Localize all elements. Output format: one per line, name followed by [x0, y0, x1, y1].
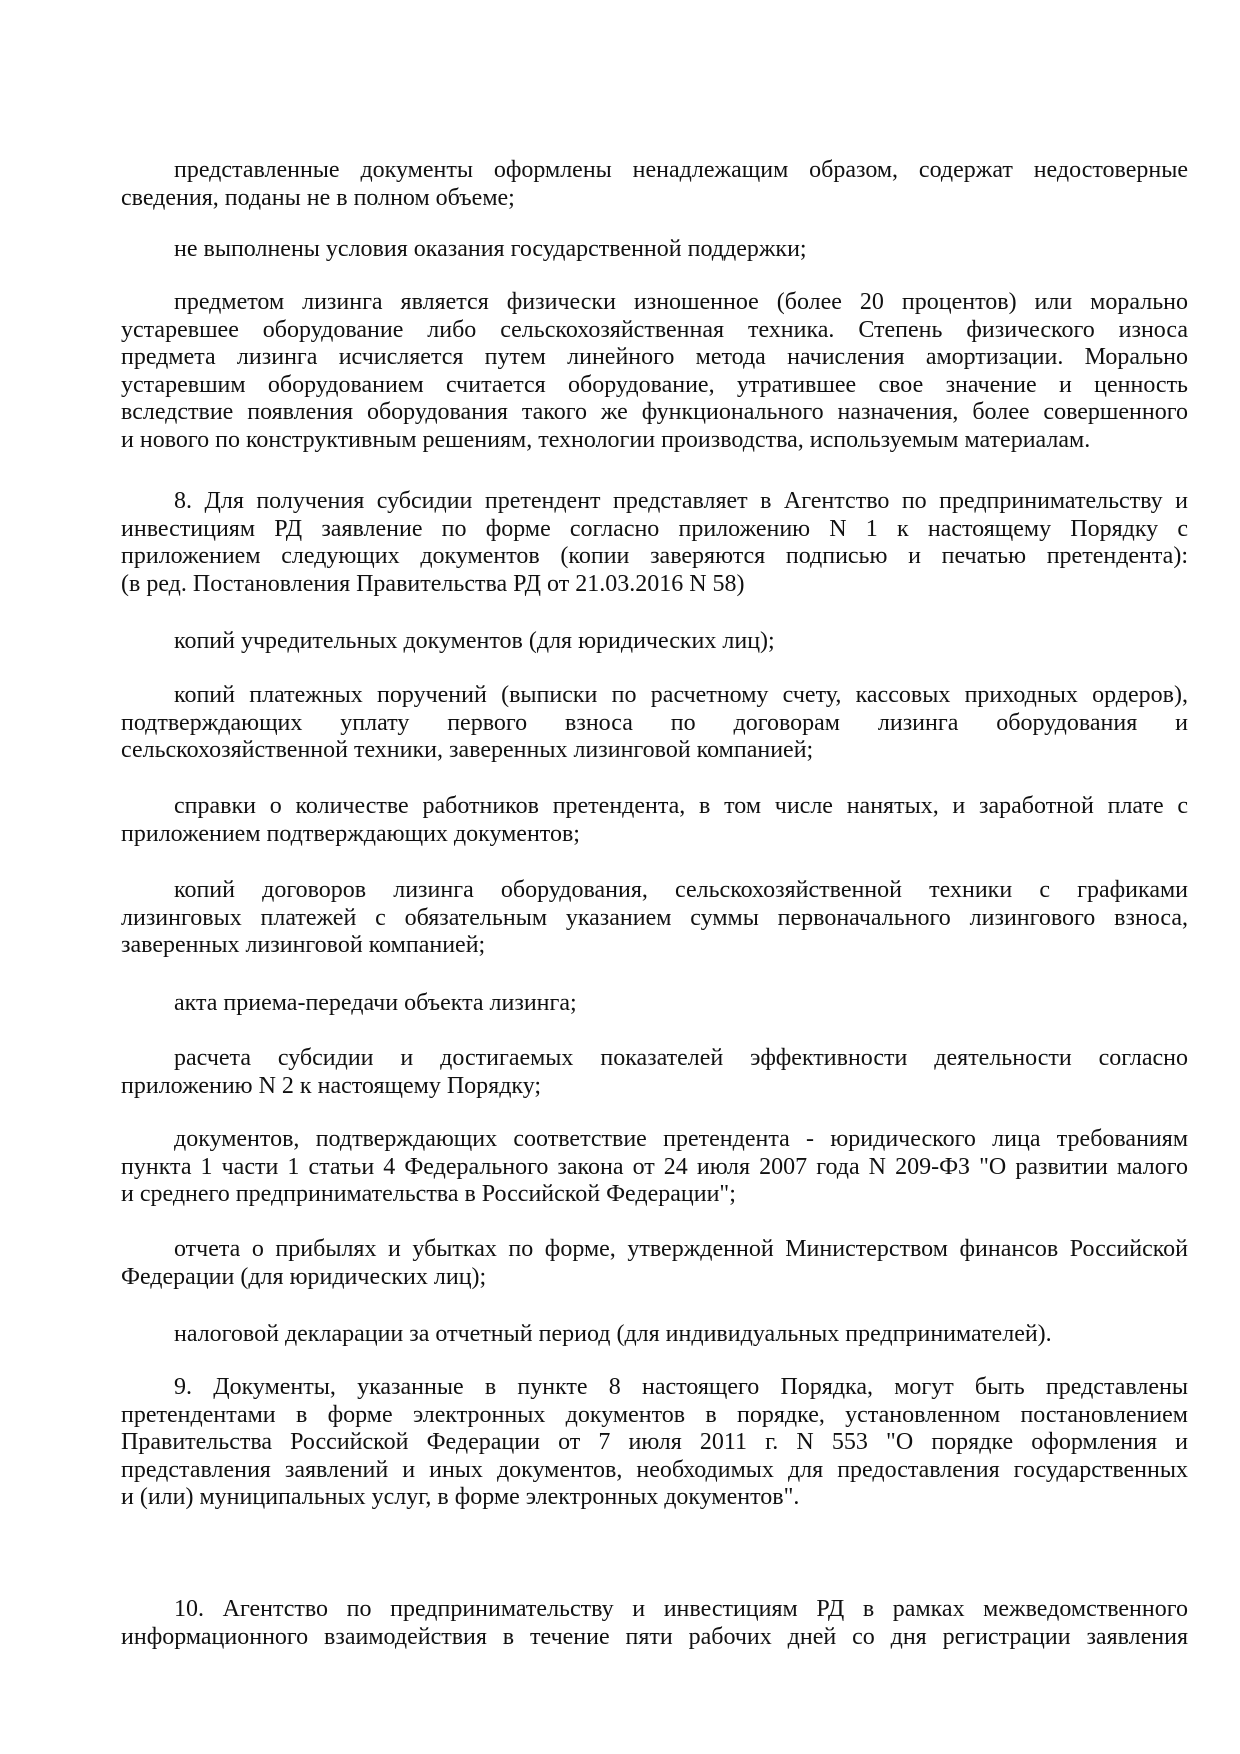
paragraph — [121, 289, 1188, 454]
text-line: приложением следующих документов (копии заверяются подписью и печатью претендента): — [121, 543, 1188, 569]
text-line: 8. Для получения субсидии претендент представляет в Агентство по предпринимательству и — [174, 488, 1188, 514]
text-line: вследствие появления оборудования такого же функционального назначения, более совершенного — [121, 399, 1188, 425]
text-line: пункта 1 части 1 статьи 4 Федерального закона от 24 июля 2007 года N 209-ФЗ "О развитии малого — [121, 1153, 1188, 1180]
paragraph — [121, 1321, 1188, 1349]
text-line: представления заявлений и иных документов, необходимых для предоставления государственных — [121, 1456, 1188, 1483]
paragraph — [121, 1374, 1188, 1512]
text-line: сведения, поданы не в полном объеме; — [121, 184, 515, 211]
text-line: предметом лизинга является физически изношенное (более 20 процентов) или морально — [174, 289, 1188, 315]
text-line: сельскохозяйственной техники, заверенных лизинговой компанией; — [121, 737, 814, 763]
text-line: лизинговых платежей с обязательным указанием суммы первоначального лизингового взноса, — [121, 904, 1188, 931]
text-line: Правительства Российской Федерации от 7 июля 2011 г. N 553 "О порядке оформления и — [121, 1429, 1188, 1455]
paragraph — [121, 1126, 1188, 1209]
text-line: не выполнены условия оказания государственной поддержки; — [174, 236, 807, 262]
text-line: заверенных лизинговой компанией; — [121, 932, 486, 958]
text-line: устаревшим оборудованием считается оборудование, утратившее свое значение и ценность — [121, 371, 1188, 398]
paragraph — [121, 157, 1188, 212]
text-line: подтверждающих уплату первого взноса по договорам лизинга оборудования и — [121, 709, 1188, 736]
paragraph — [121, 236, 1188, 264]
text-line: акта приема-передачи объекта лизинга; — [174, 990, 577, 1016]
paragraph — [121, 488, 1188, 598]
text-line: копий учредительных документов (для юридических лиц); — [174, 628, 775, 654]
paragraph — [121, 1045, 1188, 1100]
text-line: предмета лизинга исчисляется путем линейного метода начисления амортизации. Морально — [121, 344, 1188, 370]
text-line: информационного взаимодействия в течение пяти рабочих дней со дня регистрации заявления — [121, 1623, 1188, 1650]
text-line: Федерации (для юридических лиц); — [121, 1263, 487, 1290]
text-line: 9. Документы, указанные в пункте 8 настоящего Порядка, могут быть представлены — [174, 1374, 1188, 1400]
text-line: и (или) муниципальных услуг, в форме электронных документов". — [121, 1484, 800, 1510]
text-line: справки о количестве работников претендента, в том числе нанятых, и заработной плате с — [174, 793, 1188, 819]
text-line: инвестициям РД заявление по форме согласно приложению N 1 к настоящему Порядку с — [121, 515, 1188, 542]
paragraph — [121, 1596, 1188, 1651]
text-line: и нового по конструктивным решениям, технологии производства, используемым материалам. — [121, 426, 1091, 453]
text-line: (в ред. Постановления Правительства РД от 21.03.2016 N 58) — [121, 570, 745, 597]
text-line: приложению N 2 к настоящему Порядку; — [121, 1072, 542, 1099]
paragraph — [121, 990, 1188, 1018]
text-line: расчета субсидии и достигаемых показателей эффективности деятельности согласно — [174, 1045, 1188, 1071]
text-line: 10. Агентство по предпринимательству и инвестициям РД в рамках межведомственного — [174, 1596, 1188, 1622]
paragraph — [121, 877, 1188, 960]
text-line: устаревшее оборудование либо сельскохозяйственная техника. Степень физического износа — [121, 316, 1188, 343]
text-line: приложением подтверждающих документов; — [121, 820, 580, 847]
paragraph — [121, 793, 1188, 848]
paragraph — [121, 1236, 1188, 1291]
text-line: претендентами в форме электронных документов в порядке, установленном постановлением — [121, 1401, 1188, 1428]
paragraph — [121, 682, 1188, 765]
text-line: налоговой декларации за отчетный период (для индивидуальных предпринимателей). — [174, 1321, 1052, 1347]
text-line: копий платежных поручений (выписки по расчетному счету, кассовых приходных ордеров), — [174, 682, 1188, 708]
text-line: копий договоров лизинга оборудования, сельскохозяйственной техники с графиками — [174, 877, 1188, 903]
text-line: отчета о прибылях и убытках по форме, утвержденной Министерством финансов Российской — [174, 1236, 1188, 1262]
paragraph — [121, 628, 1188, 656]
text-line: представленные документы оформлены ненадлежащим образом, содержат недостоверные — [174, 157, 1188, 183]
text-line: и среднего предпринимательства в Российской Федерации"; — [121, 1181, 736, 1207]
text-line: документов, подтверждающих соответствие претендента - юридического лица требованиям — [174, 1126, 1188, 1152]
